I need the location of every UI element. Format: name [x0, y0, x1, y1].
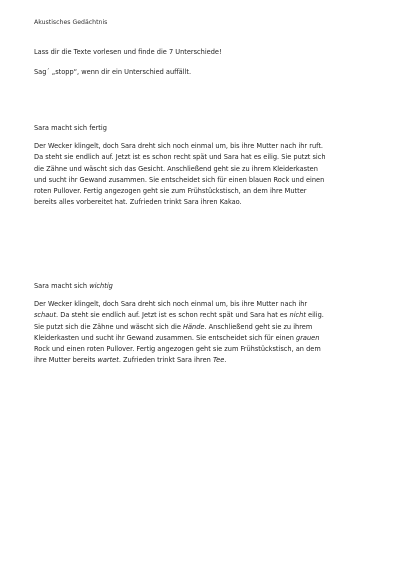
- story-line: roten Pullover. Fertig angezogen geht sie zum Frühstückstisch, an dem ihre Mutter: [34, 187, 307, 196]
- story-title-text: Sara macht sich fertig: [34, 124, 107, 132]
- story-line: die Zähne und wäscht sich das Gesicht. Anschließend geht sie zu ihrem Kleiderkasten: [34, 164, 318, 173]
- story-line: Da steht sie endlich auf. Jetzt ist es schon recht spät und Sara hat es eilig. Sie putzt sich: [34, 153, 326, 162]
- difference-word: Tee: [212, 356, 225, 365]
- story-line: [34, 322, 369, 333]
- story-fragment: .: [224, 356, 227, 365]
- title-italic: wichtig: [89, 282, 113, 290]
- story-2-text: [34, 299, 369, 367]
- story-fragment: Sie putzt sich die Zähne und wäscht sich die: [34, 322, 184, 331]
- story-line: bereits alles vorbereitet hat. Zufrieden trinkt Sara ihren Kakao.: [34, 198, 242, 207]
- difference-word: Hände: [183, 322, 205, 331]
- story-fragment: eilig.: [305, 311, 324, 320]
- title-plain: Sara macht sich: [34, 282, 90, 290]
- story-line: [34, 333, 369, 344]
- difference-word: grauen: [296, 333, 320, 342]
- story-line: [34, 355, 369, 366]
- story-fragment: . Da steht sie endlich auf. Jetzt ist es schon recht spät und Sara hat es: [56, 311, 290, 320]
- story-2-title: [34, 281, 369, 292]
- difference-word: schaut: [34, 311, 57, 320]
- story-title-text: [34, 281, 369, 292]
- instruction-text: Sag´ „stopp“, wenn dir ein Unterschied auffällt.: [34, 68, 192, 76]
- story-line: Der Wecker klingelt, doch Sara dreht sich noch einmal um, bis ihre Mutter nach ihr: [34, 300, 308, 308]
- story-fragment: . Zufrieden trinkt Sara ihren: [118, 356, 213, 365]
- instruction-text: Lass dir die Texte vorlesen und finde die 7 Unterschiede!: [34, 48, 222, 56]
- story-fragment: Kleiderkasten und sucht ihr Gewand zusammen. Sie entscheidet sich für einen: [34, 333, 297, 342]
- story-1-text: [34, 141, 369, 209]
- story-line: Der Wecker klingelt, doch Sara dreht sich noch einmal um, bis ihre Mutter nach ihr ruft.: [34, 142, 324, 150]
- story-fragment: ihre Mutter bereits: [34, 356, 98, 365]
- story-line: [34, 310, 369, 321]
- story-line: und sucht ihr Gewand zusammen. Sie entscheidet sich für einen blauen Rock und einen: [34, 175, 325, 184]
- difference-word: nicht: [289, 311, 306, 320]
- instruction-line-1: [34, 47, 369, 58]
- instruction-line-2: [34, 67, 369, 78]
- story-fragment: . Anschließend geht sie zu ihrem: [204, 322, 313, 331]
- story-line: Rock und einen roten Pullover. Fertig angezogen geht sie zum Frühstückstisch, an dem: [34, 345, 321, 354]
- story-1-title: [34, 123, 369, 134]
- difference-word: wartet: [97, 356, 119, 365]
- page-header: Akustisches Gedächtnis: [34, 19, 108, 26]
